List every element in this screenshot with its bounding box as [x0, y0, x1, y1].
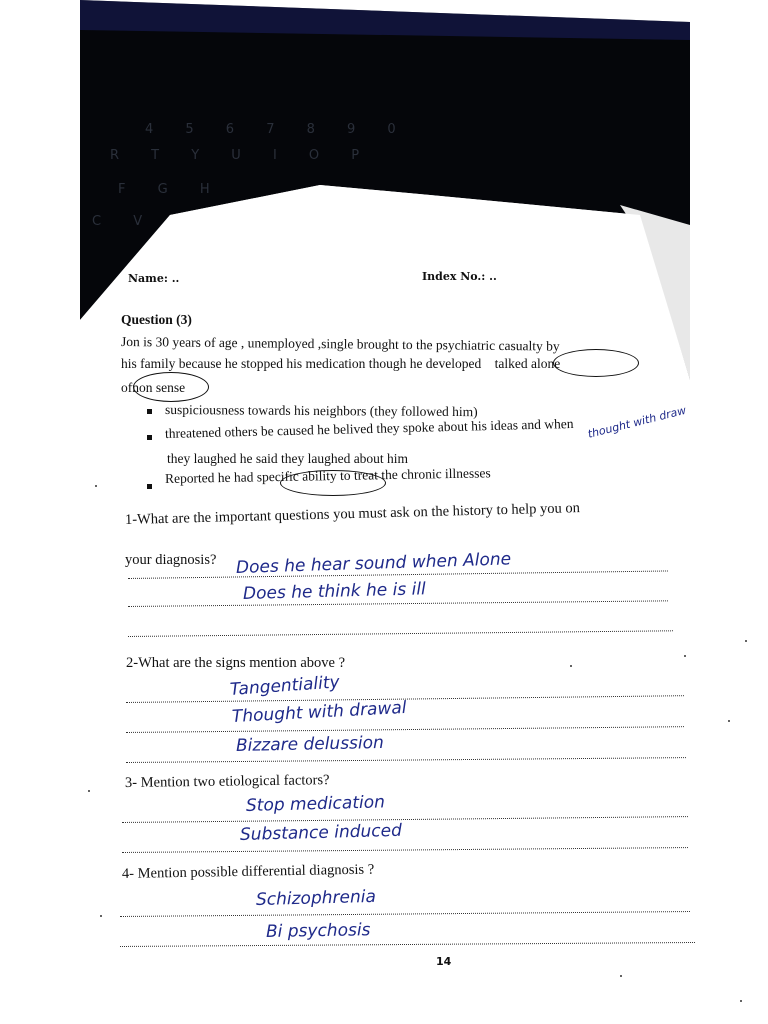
answer-2b: Thought with drawal — [231, 697, 407, 727]
answer-2a: Tangentiality — [229, 672, 341, 700]
keyboard-row-numbers: 4 5 6 7 8 9 0 — [145, 122, 410, 137]
question-title: Question (3) — [121, 312, 192, 327]
answer-3b: Substance induced — [239, 820, 403, 845]
question-3-text: 3- Mention two etiological factors? — [124, 772, 330, 791]
keyboard-row-top-letters: R T Y U I O P — [110, 148, 374, 163]
paper-speck — [740, 1000, 742, 1002]
index-number-label: Index No.: .. — [422, 270, 497, 283]
paper-speck — [745, 640, 747, 642]
bullet-1 — [147, 409, 152, 414]
answer-4a: Schizophrenia — [255, 886, 377, 910]
name-label: Name: .. — [128, 272, 180, 285]
bullet-4 — [147, 484, 152, 489]
keyboard-row-middle-letters: F G H — [118, 182, 224, 197]
paper-speck — [95, 485, 97, 487]
paper-speck — [728, 720, 730, 722]
paper-speck — [570, 665, 572, 667]
circle-talked-alone — [553, 349, 639, 377]
symptom-2-continued: they laughed he said they laughed about him — [167, 451, 409, 466]
case-line-2 — [121, 356, 560, 372]
paper-speck — [684, 655, 686, 657]
symptom-1: suspiciousness towards his neighbors (they followed him) — [164, 402, 478, 420]
answer-2c: Bizzare delussion — [235, 732, 385, 756]
circle-non-sense — [133, 372, 209, 402]
margin-note-handwritten: thought with draw — [586, 403, 688, 441]
symptom-4-before: Reported he had — [164, 469, 254, 486]
question-1-line-2: your diagnosis? — [125, 552, 217, 568]
answer-1a: Does he hear sound when Alone — [235, 549, 512, 578]
symptom-4-after: to treat the chronic illnesses — [339, 465, 491, 483]
specific-ability-circled: specific ability — [256, 468, 337, 485]
case-line-2-text: his family because he stopped his medication though he developed — [121, 356, 482, 371]
page-number: 14 — [436, 955, 452, 968]
paper-speck — [88, 790, 90, 792]
paper-speck — [100, 915, 102, 917]
case-line-1: Jon is 30 years of age , unemployed ,single brought to the psychiatric casualty by — [120, 334, 560, 354]
answer-3a: Stop medication — [245, 792, 386, 816]
answer-4b: Bi psychosis — [265, 920, 371, 942]
symptom-2: threatened others be caused he belived they spoke about his ideas and when — [164, 416, 574, 441]
talked-alone-circled: talked alone — [494, 356, 561, 371]
case-line-3-prefix: of — [121, 380, 133, 395]
answer-1b: Does he think he is ill — [242, 579, 427, 604]
question-2-text: 2-What are the signs mention above ? — [126, 655, 346, 671]
bullet-2 — [147, 435, 152, 440]
paper-speck — [620, 975, 622, 977]
circle-specific-ability — [280, 470, 386, 496]
question-4-text: 4- Mention possible differential diagnosis ? — [121, 861, 375, 882]
non-sense-circled: non sense — [132, 380, 186, 395]
keyboard-row-bottom-letters: C V — [92, 214, 157, 229]
question-1-line-1: 1-What are the important questions you must ask on the history to help you on — [124, 500, 581, 528]
